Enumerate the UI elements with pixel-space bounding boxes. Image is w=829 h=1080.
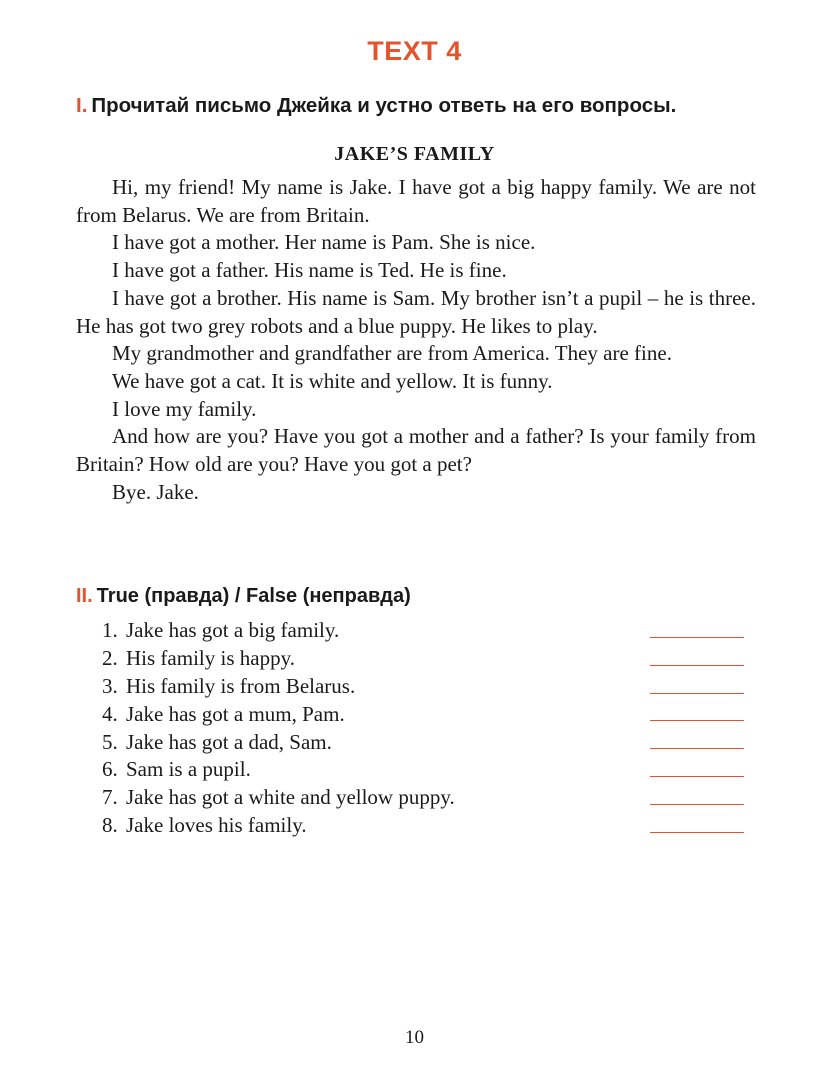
letter-paragraph: We have got a cat. It is white and yellow. It is funny. <box>112 368 553 393</box>
statement-row <box>102 728 762 756</box>
statement-number: 2. <box>102 646 118 671</box>
true-false-list <box>102 617 762 839</box>
letter-paragraph: I love my family. <box>112 396 257 421</box>
letter-paragraph: My grandmother and grandfather are from America. They are fine. <box>112 341 672 366</box>
answer-blank[interactable] <box>650 693 744 694</box>
statement-row <box>102 645 762 673</box>
page-number: 10 <box>405 1027 424 1048</box>
statement-row <box>102 756 762 784</box>
statement-text: His family is from Belarus. <box>126 673 356 698</box>
statement-row <box>102 673 762 701</box>
statement-number: 8. <box>102 812 118 837</box>
statement-row <box>102 812 762 840</box>
section-2-number: II. <box>76 585 93 607</box>
answer-blank[interactable] <box>650 776 744 777</box>
section-1-number: I. <box>76 94 88 117</box>
answer-blank[interactable] <box>650 637 744 638</box>
answer-blank[interactable] <box>650 665 744 666</box>
answer-blank[interactable] <box>650 832 744 833</box>
statement-row <box>102 700 762 728</box>
statement-number: 6. <box>102 757 118 782</box>
statement-text: Jake has got a white and yellow puppy. <box>126 785 455 810</box>
letter-paragraph: I have got a father. His name is Ted. He is fine. <box>112 258 507 283</box>
letter-paragraph: And how are you? Have you got a mother and a father? Is your family from Britain? How old are you? Have you got a pet? <box>76 424 756 477</box>
letter-paragraph: Hi, my friend! My name is Jake. I have got a big happy family. We are not from Belarus. We are from Britain. <box>76 175 756 227</box>
answer-blank[interactable] <box>650 720 744 721</box>
section-2-instruction: True (правда) / False (неправда) <box>96 585 411 607</box>
statement-text: Jake has got a mum, Pam. <box>126 701 345 726</box>
letter-paragraph: Bye. Jake. <box>112 479 199 504</box>
statement-text: Jake has got a big family. <box>126 618 340 643</box>
section-2-heading <box>76 585 411 608</box>
letter-body <box>76 174 756 506</box>
statement-text: His family is happy. <box>126 646 295 671</box>
letter-paragraph: I have got a brother. His name is Sam. My brother isn’t a pupil – he is three. He has got two grey robots and a blue puppy. He likes to play. <box>76 285 756 338</box>
letter-paragraph: I have got a mother. Her name is Pam. She is nice. <box>112 230 536 255</box>
statement-number: 1. <box>102 618 118 643</box>
letter-title: JAKE’S FAMILY <box>334 143 495 165</box>
answer-blank[interactable] <box>650 748 744 749</box>
section-1-instruction: Прочитай письмо Джейка и устно ответь на его вопросы. <box>91 94 677 117</box>
statement-number: 5. <box>102 729 118 754</box>
statement-text: Sam is a pupil. <box>126 757 251 782</box>
statement-text: Jake has got a dad, Sam. <box>126 729 332 754</box>
statement-number: 7. <box>102 785 118 810</box>
statement-number: 3. <box>102 673 118 698</box>
answer-blank[interactable] <box>650 804 744 805</box>
statement-row <box>102 784 762 812</box>
page-title: TEXT 4 <box>367 36 462 66</box>
section-1-heading <box>76 94 676 118</box>
statement-number: 4. <box>102 701 118 726</box>
statement-row <box>102 617 762 645</box>
statement-text: Jake loves his family. <box>126 812 307 837</box>
